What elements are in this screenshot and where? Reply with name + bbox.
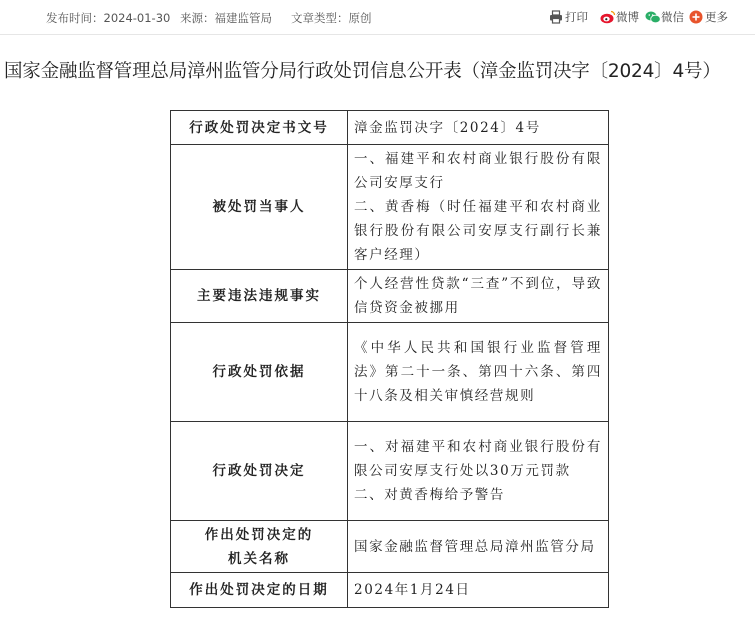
share-more-button[interactable] [689,9,728,25]
share-wechat-button[interactable] [645,9,684,25]
decision-date-label: 作出处罚决定的日期 [171,573,348,608]
wechat-label: 微信 [661,10,684,24]
table-row [171,111,609,145]
penalty-decision-1: 一、对福建平和农村商业银行股份有限公司安厚支行处以30万元罚款 [354,439,602,479]
penalty-decision-2: 二、对黄香梅给予警告 [354,487,505,503]
authority-name-label-2: 机关名称 [228,550,290,567]
table-row [171,521,609,573]
violation-facts-label: 主要违法违规事实 [171,270,348,323]
share-weibo-button[interactable] [600,9,639,25]
wechat-icon [645,10,659,24]
article-source: 来源：福建监管局 [180,11,272,25]
print-button[interactable] [549,9,588,25]
print-label: 打印 [565,10,588,24]
page-title: 国家金融监督管理总局漳州监管分局行政处罚信息公开表（漳金监罚决字〔2024〕4号） [4,61,721,82]
table-row [171,145,609,270]
table-row [171,422,609,521]
penalty-info-table [170,110,609,608]
table-row [171,573,609,608]
penalty-decision-value [348,422,609,521]
article-type: 文章类型：原创 [291,11,372,25]
violation-facts-value: 个人经营性贷款“三查”不到位，导致信贷资金被挪用 [348,270,609,323]
weibo-label: 微博 [616,10,639,24]
penalty-decision-label: 行政处罚决定 [171,422,348,521]
penalty-basis-value: 《中华人民共和国银行业监督管理法》第二十一条、第四十六条、第四十八条及相关审慎经营规则 [348,323,609,422]
authority-name-value: 国家金融监督管理总局漳州监管分局 [348,521,609,573]
penalized-party-value [348,145,609,270]
authority-name-label [171,521,348,573]
publish-time: 发布时间：2024-01-30 [46,11,171,25]
decision-number-value: 漳金监罚决字〔2024〕4号 [348,111,609,145]
penalized-party-label: 被处罚当事人 [171,145,348,270]
table-row [171,270,609,323]
decision-number-label: 行政处罚决定书文号 [171,111,348,145]
decision-date-value: 2024年1月24日 [348,573,609,608]
article-meta-bar [0,0,755,35]
penalized-party-2: 二、黄香梅（时任福建平和农村商业银行股份有限公司安厚支行副行长兼客户经理） [354,199,602,263]
penalty-basis-label: 行政处罚依据 [171,323,348,422]
weibo-icon [600,10,614,24]
more-icon [689,10,703,24]
more-label: 更多 [705,10,728,24]
table-row [171,323,609,422]
penalized-party-1: 一、福建平和农村商业银行股份有限公司安厚支行 [354,151,602,191]
authority-name-label-1: 作出处罚决定的 [204,526,314,543]
print-icon [549,10,563,24]
